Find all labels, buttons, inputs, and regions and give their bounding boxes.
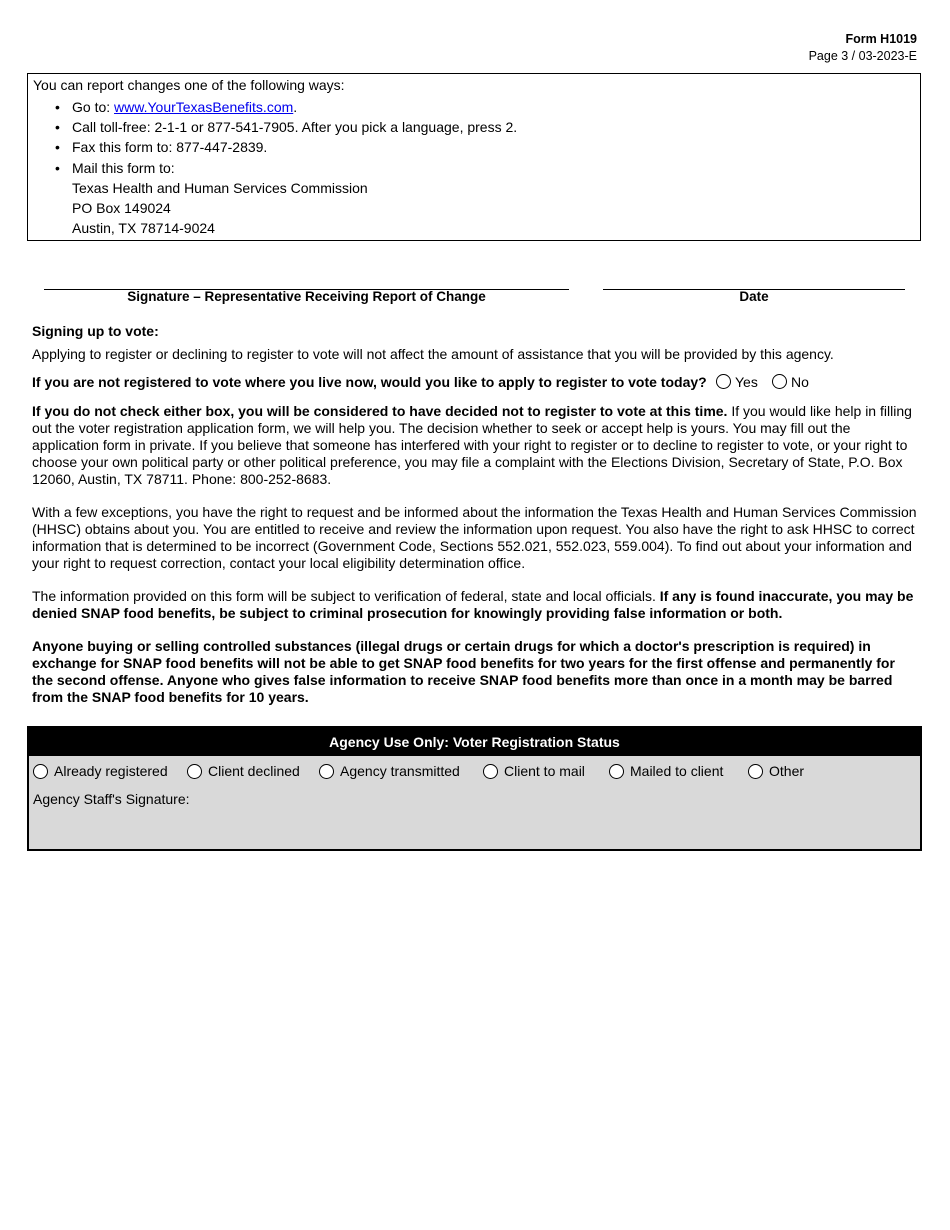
bullet-icon: • xyxy=(55,139,60,156)
address-line: PO Box 149024 xyxy=(72,199,171,216)
snap-warning-paragraph: Anyone buying or selling controlled substances (illegal drugs or certain drugs for which a doctor's prescription is required) in exchange for SNAP food benefits will not be able to get SNAP food benefits for two years for the first offense and permanently for the second offense. Anyone who gives false information to receive SNAP food benefits more than once in a month may be barred from the SNAP food benefits for 10 years. xyxy=(32,638,895,705)
benefits-website-link[interactable]: www.YourTexasBenefits.com xyxy=(114,99,294,115)
vote-no-option[interactable]: No xyxy=(772,374,809,391)
vote-yes-option[interactable]: Yes xyxy=(716,374,758,391)
status-agency-transmitted[interactable]: Agency transmitted xyxy=(319,763,460,780)
date-label: Date xyxy=(739,289,769,304)
report-methods-list xyxy=(55,97,518,238)
agency-box-title: Agency Use Only: Voter Registration Status xyxy=(29,728,920,756)
radio-button[interactable] xyxy=(609,764,624,779)
status-client-declined[interactable]: Client declined xyxy=(187,763,300,780)
agency-use-only-box xyxy=(27,726,922,851)
vote-question: If you are not registered to vote where you live now, would you like to apply to register to vote today? xyxy=(32,374,707,390)
status-client-to-mail[interactable]: Client to mail xyxy=(483,763,585,780)
status-other[interactable]: Other xyxy=(748,763,804,780)
voting-heading: Signing up to vote: xyxy=(32,323,159,339)
voter-help-paragraph: If you do not check either box, you will be considered to have decided not to register to vote at this time. If you would like help in filling out the voter registration application form, we will help you. The decision whether to seek or accept help is yours. You may fill out the application form in private. If you believe that someone has interfered with your right to register or to decline to register to vote, or your right to choose your own political party or other political preference, you may file a complaint with the Elections Division, Secretary of State, P.O. Box 12060, Austin, TX 78711. Phone: 800-252-8683. xyxy=(32,403,912,487)
status-mailed-to-client[interactable]: Mailed to client xyxy=(609,763,723,780)
bullet-icon: • xyxy=(55,119,60,136)
vote-no-radio[interactable] xyxy=(772,374,787,389)
radio-button[interactable] xyxy=(187,764,202,779)
radio-button[interactable] xyxy=(483,764,498,779)
rep-signature-label: Signature – Representative Receiving Report of Change xyxy=(127,289,486,304)
page-info: Page 3 / 03-2023-E xyxy=(808,49,917,63)
list-item: • Call toll-free: 2-1-1 or 877-541-7905. After you pick a language, press 2. xyxy=(72,117,517,137)
list-item: • Go to: www.YourTexasBenefits.com. xyxy=(72,97,517,117)
address-line: Austin, TX 78714-9024 xyxy=(72,220,215,237)
report-changes-box xyxy=(27,73,921,241)
radio-button[interactable] xyxy=(319,764,334,779)
bullet-icon: • xyxy=(55,159,60,176)
list-item: • Mail this form to: xyxy=(72,158,517,178)
voting-assistance-text: Applying to register or declining to register to vote will not affect the amount of assistance that you will be provided by this agency. xyxy=(32,346,834,362)
verification-paragraph: The information provided on this form will be subject to verification of federal, state and local officials. If any is found inaccurate, you may be denied SNAP food benefits, be subject to criminal prosecution for knowingly providing false information or both. xyxy=(32,588,914,621)
form-number: Form H1019 xyxy=(845,32,917,46)
radio-button[interactable] xyxy=(748,764,763,779)
form-header xyxy=(809,31,917,65)
vote-yes-radio[interactable] xyxy=(716,374,731,389)
address-line: Texas Health and Human Services Commission xyxy=(72,179,368,196)
status-already-registered[interactable]: Already registered xyxy=(33,763,168,780)
list-item: • Fax this form to: 877-447-2839. xyxy=(72,137,517,157)
bullet-icon: • xyxy=(55,99,60,115)
report-intro: You can report changes one of the following ways: xyxy=(33,77,345,93)
radio-button[interactable] xyxy=(33,764,48,779)
privacy-paragraph: With a few exceptions, you have the right to request and be informed about the information the Texas Health and Human Services Commission (HHSC) obtains about you. You are entitled to receive and review the information upon request. You also have the right to ask HHSC to correct information that is determined to be incorrect (Government Code, Sections 552.021, 552.023, 559.004). To find out about your information and your right to request correction, contact your local eligibility determination office. xyxy=(32,504,917,571)
agency-staff-signature-label: Agency Staff's Signature: xyxy=(33,791,190,807)
